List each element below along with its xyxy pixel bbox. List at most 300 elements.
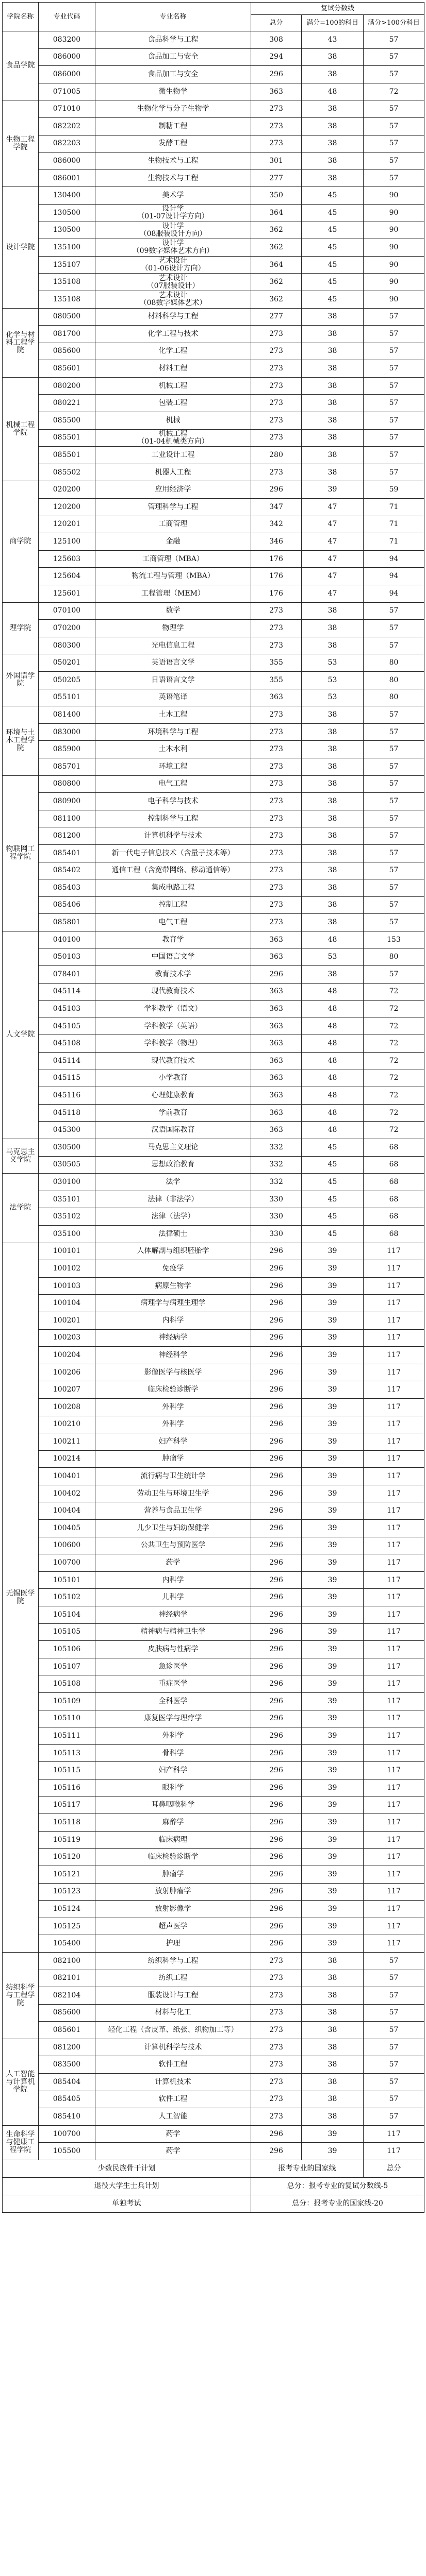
score-150-cell: 117 (364, 1727, 424, 1745)
major-name-cell: 金融 (95, 533, 251, 551)
table-row (3, 1762, 424, 1780)
table-row (3, 775, 424, 793)
score-150-cell: 117 (364, 1779, 424, 1797)
table-row (3, 1831, 424, 1849)
score-150-cell: 57 (364, 2022, 424, 2039)
total-score-cell: 363 (251, 83, 302, 100)
table-row (3, 1693, 424, 1710)
score-100-cell: 38 (302, 879, 364, 897)
score-100-cell: 39 (302, 1710, 364, 1727)
table-row (3, 671, 424, 689)
total-score-cell: 273 (251, 844, 302, 862)
major-code-cell: 105121 (39, 1866, 95, 1883)
total-score-cell: 273 (251, 879, 302, 897)
major-code-cell: 086000 (39, 48, 95, 66)
table-row (3, 879, 424, 897)
score-150-cell: 57 (364, 896, 424, 914)
score-100-cell: 39 (302, 1485, 364, 1502)
table-row (3, 1122, 424, 1139)
major-code-cell: 083500 (39, 2056, 95, 2074)
total-score-cell: 277 (251, 308, 302, 326)
major-code-cell: 040100 (39, 931, 95, 948)
college-name-cell: 生物工程学院 (3, 100, 39, 187)
score-100-cell: 38 (302, 620, 364, 637)
score-150-cell: 57 (364, 723, 424, 741)
score-150-cell: 57 (364, 2108, 424, 2126)
total-score-cell: 363 (251, 689, 302, 706)
major-name-cell: 神经病学 (95, 1606, 251, 1624)
score-100-cell: 38 (302, 706, 364, 724)
table-row (3, 948, 424, 966)
score-100-cell: 38 (302, 117, 364, 135)
header-college: 学院名称 (3, 3, 39, 31)
major-code-cell: 070100 (39, 602, 95, 620)
table-row (3, 966, 424, 984)
score-100-cell: 45 (302, 274, 364, 291)
score-100-cell: 38 (302, 758, 364, 775)
major-code-cell: 105110 (39, 1710, 95, 1727)
table-row (3, 447, 424, 464)
score-100-cell: 53 (302, 654, 364, 672)
major-name-cell: 通信工程（含宽带网络、移动通信等） (95, 862, 251, 879)
score-150-cell: 57 (364, 2074, 424, 2091)
major-name-cell: 内科学 (95, 1571, 251, 1589)
major-name-cell: 影像医学与核医学 (95, 1364, 251, 1381)
score-150-cell: 57 (364, 447, 424, 464)
major-code-cell: 078401 (39, 966, 95, 984)
major-name-cell: 劳动卫生与环境卫生学 (95, 1485, 251, 1502)
table-row (3, 862, 424, 879)
score-100-cell: 39 (302, 1918, 364, 1935)
table-row (3, 1849, 424, 1866)
table-row (3, 741, 424, 758)
score-100-cell: 38 (302, 152, 364, 170)
score-100-cell: 47 (302, 516, 364, 533)
major-code-cell: 085501 (39, 429, 95, 447)
score-150-cell: 90 (364, 187, 424, 205)
score-100-cell: 38 (302, 1952, 364, 1970)
total-score-cell: 273 (251, 377, 302, 395)
major-code-cell: 081700 (39, 326, 95, 343)
major-name-cell: 食品科学与工程 (95, 31, 251, 49)
major-code-cell: 082104 (39, 1987, 95, 2005)
major-name-cell: 肿瘤学 (95, 1866, 251, 1883)
score-100-cell: 48 (302, 983, 364, 1001)
major-code-cell: 030100 (39, 1174, 95, 1191)
score-100-cell: 38 (302, 2004, 364, 2022)
score-150-cell: 57 (364, 1952, 424, 1970)
major-code-cell: 105106 (39, 1641, 95, 1658)
score-150-cell: 71 (364, 499, 424, 516)
score-100-cell: 39 (302, 1935, 364, 1953)
table-row (3, 2056, 424, 2074)
score-100-cell: 48 (302, 1122, 364, 1139)
major-code-cell: 120200 (39, 499, 95, 516)
total-score-cell: 273 (251, 706, 302, 724)
total-score-cell: 273 (251, 135, 302, 152)
score-150-cell: 117 (364, 2143, 424, 2160)
score-150-cell: 57 (364, 966, 424, 984)
major-name-cell: 法学 (95, 1174, 251, 1191)
major-code-cell: 085405 (39, 2091, 95, 2108)
major-code-cell: 080900 (39, 793, 95, 810)
score-100-cell: 38 (302, 1987, 364, 2005)
table-body (3, 31, 424, 2213)
score-100-cell: 38 (302, 377, 364, 395)
table-row (3, 1139, 424, 1157)
table-row (3, 1641, 424, 1658)
table-row (3, 1606, 424, 1624)
total-score-cell: 273 (251, 100, 302, 118)
major-name-cell: 物理学 (95, 620, 251, 637)
score-150-cell: 90 (364, 239, 424, 257)
score-150-cell: 57 (364, 377, 424, 395)
college-name-cell: 纺织科学与工程学院 (3, 1952, 39, 2039)
score-100-cell: 39 (302, 1623, 364, 1641)
score-150-cell: 117 (364, 1693, 424, 1710)
major-name-cell: 纺织科学与工程 (95, 1952, 251, 1970)
major-name-cell: 妇产科学 (95, 1762, 251, 1780)
score-150-cell: 90 (364, 222, 424, 239)
score-100-cell: 39 (302, 1589, 364, 1606)
major-code-cell: 100101 (39, 1243, 95, 1260)
major-code-cell: 085601 (39, 360, 95, 378)
major-code-cell: 105120 (39, 1849, 95, 1866)
score-100-cell: 39 (302, 1537, 364, 1554)
total-score-cell: 273 (251, 464, 302, 481)
total-score-cell: 273 (251, 2074, 302, 2091)
total-score-cell: 273 (251, 1987, 302, 2005)
major-name-cell: 材料工程 (95, 360, 251, 378)
major-code-cell: 082202 (39, 117, 95, 135)
major-code-cell: 100204 (39, 1347, 95, 1364)
total-score-cell: 296 (251, 1381, 302, 1399)
major-code-cell: 045114 (39, 1053, 95, 1070)
total-score-cell: 332 (251, 1174, 302, 1191)
total-score-cell: 273 (251, 637, 302, 654)
major-code-cell: 105102 (39, 1589, 95, 1606)
table-row (3, 637, 424, 654)
score-100-cell: 38 (302, 844, 364, 862)
table-row (3, 1416, 424, 1433)
major-code-cell: 100401 (39, 1468, 95, 1485)
score-100-cell: 38 (302, 360, 364, 378)
score-100-cell: 39 (302, 1347, 364, 1364)
score-100-cell: 38 (302, 896, 364, 914)
table-row (3, 2039, 424, 2056)
score-100-cell: 39 (302, 2125, 364, 2143)
table-row (3, 152, 424, 170)
major-name-cell: 材料科学与工程 (95, 308, 251, 326)
major-code-cell: 105109 (39, 1693, 95, 1710)
score-150-cell: 117 (364, 1537, 424, 1554)
score-100-cell: 39 (302, 1450, 364, 1468)
score-150-cell: 68 (364, 1139, 424, 1157)
score-150-cell: 57 (364, 464, 424, 481)
total-score-cell: 364 (251, 256, 302, 274)
score-100-cell: 38 (302, 395, 364, 412)
major-code-cell: 080800 (39, 775, 95, 793)
major-code-cell: 105108 (39, 1675, 95, 1693)
major-code-cell: 105117 (39, 1797, 95, 1814)
major-code-cell: 125100 (39, 533, 95, 551)
total-score-cell: 296 (251, 1935, 302, 1953)
score-100-cell: 39 (302, 1312, 364, 1329)
major-name-cell: 环境科学与工程 (95, 723, 251, 741)
major-name-cell: 人体解剖与组织胚胎学 (95, 1243, 251, 1260)
total-score-cell: 296 (251, 1416, 302, 1433)
total-score-cell: 296 (251, 1329, 302, 1347)
table-row (3, 1814, 424, 1832)
score-150-cell: 57 (364, 775, 424, 793)
major-name-cell: 现代教育技术 (95, 1053, 251, 1070)
major-code-cell: 100201 (39, 1312, 95, 1329)
total-score-cell: 363 (251, 931, 302, 948)
score-table (2, 2, 424, 2213)
college-name-cell: 人文学院 (3, 931, 39, 1139)
major-name-cell: 数学 (95, 602, 251, 620)
score-150-cell: 57 (364, 31, 424, 49)
score-150-cell: 117 (364, 1260, 424, 1278)
score-100-cell: 47 (302, 533, 364, 551)
score-150-cell: 117 (364, 1277, 424, 1295)
major-code-cell: 071010 (39, 100, 95, 118)
major-name-cell: 重症医学 (95, 1675, 251, 1693)
total-score-cell: 296 (251, 1849, 302, 1866)
major-name-cell: 设计学 （08服装设计方向） (95, 222, 251, 239)
score-100-cell: 38 (302, 862, 364, 879)
total-score-cell: 362 (251, 222, 302, 239)
table-row (3, 983, 424, 1001)
major-code-cell: 100214 (39, 1450, 95, 1468)
table-row (3, 170, 424, 187)
major-code-cell: 125601 (39, 585, 95, 603)
table-row (3, 1191, 424, 1208)
score-150-cell: 57 (364, 1970, 424, 1987)
score-150-cell: 68 (364, 1191, 424, 1208)
major-name-cell: 外科学 (95, 1727, 251, 1745)
score-150-cell: 68 (364, 1208, 424, 1226)
score-150-cell: 57 (364, 135, 424, 152)
total-score-cell: 296 (251, 1901, 302, 1918)
table-row (3, 1260, 424, 1278)
major-name-cell: 生物技术与工程 (95, 170, 251, 187)
major-code-cell: 100203 (39, 1329, 95, 1347)
table-row (3, 896, 424, 914)
table-row (3, 516, 424, 533)
score-100-cell: 45 (302, 1225, 364, 1243)
score-150-cell: 117 (364, 1381, 424, 1399)
major-name-cell: 软件工程 (95, 2091, 251, 2108)
score-150-cell: 117 (364, 1797, 424, 1814)
table-row (3, 31, 424, 49)
major-code-cell: 135108 (39, 291, 95, 308)
total-score-cell: 296 (251, 1918, 302, 1935)
score-100-cell: 39 (302, 1520, 364, 1537)
major-code-cell: 105113 (39, 1744, 95, 1762)
major-code-cell: 085502 (39, 464, 95, 481)
major-name-cell: 眼科学 (95, 1779, 251, 1797)
total-score-cell: 273 (251, 827, 302, 845)
total-score-cell: 296 (251, 1468, 302, 1485)
score-100-cell: 39 (302, 1814, 364, 1832)
score-150-cell: 117 (364, 1831, 424, 1849)
major-name-cell: 小学教育 (95, 1070, 251, 1087)
score-150-cell: 57 (364, 2004, 424, 2022)
score-100-cell: 39 (302, 1797, 364, 1814)
total-score-cell: 273 (251, 914, 302, 931)
major-code-cell: 085600 (39, 343, 95, 360)
footer-s100-cell: 报考专业的国家线 (251, 2160, 364, 2178)
major-name-cell: 食品加工与安全 (95, 66, 251, 83)
table-row (3, 204, 424, 222)
total-score-cell: 273 (251, 2022, 302, 2039)
total-score-cell: 296 (251, 1485, 302, 1502)
major-code-cell: 035100 (39, 1225, 95, 1243)
major-code-cell: 045300 (39, 1122, 95, 1139)
score-150-cell: 72 (364, 1070, 424, 1087)
table-row (3, 620, 424, 637)
table-row (3, 66, 424, 83)
college-name-cell: 外国语学院 (3, 654, 39, 706)
table-row (3, 1225, 424, 1243)
major-name-cell: 食品加工与安全 (95, 48, 251, 66)
major-code-cell: 130500 (39, 222, 95, 239)
score-150-cell: 117 (364, 1589, 424, 1606)
table-row (3, 1918, 424, 1935)
major-name-cell: 机械 (95, 412, 251, 430)
score-100-cell: 38 (302, 308, 364, 326)
score-100-cell: 39 (302, 1744, 364, 1762)
total-score-cell: 296 (251, 1831, 302, 1849)
college-name-cell: 生命科学与健康工程学院 (3, 2125, 39, 2160)
college-name-cell: 物联网工程学院 (3, 775, 39, 931)
score-100-cell: 45 (302, 1191, 364, 1208)
score-150-cell: 68 (364, 1174, 424, 1191)
table-row (3, 1277, 424, 1295)
table-row (3, 827, 424, 845)
major-name-cell: 机械工程 （01-04机械类方向） (95, 429, 251, 447)
score-100-cell: 38 (302, 100, 364, 118)
score-150-cell: 117 (364, 1502, 424, 1520)
major-name-cell: 现代教育技术 (95, 983, 251, 1001)
score-150-cell: 94 (364, 568, 424, 585)
table-row (3, 1018, 424, 1035)
table-row (3, 308, 424, 326)
major-name-cell: 制糖工程 (95, 117, 251, 135)
score-150-cell: 117 (364, 1606, 424, 1624)
score-100-cell: 38 (302, 2091, 364, 2108)
major-name-cell: 病原生物学 (95, 1277, 251, 1295)
score-150-cell: 72 (364, 1001, 424, 1018)
header-major: 专业名称 (95, 3, 251, 31)
score-150-cell: 72 (364, 1104, 424, 1122)
table-row (3, 464, 424, 481)
table-row (3, 706, 424, 724)
total-score-cell: 350 (251, 187, 302, 205)
total-score-cell: 294 (251, 48, 302, 66)
total-score-cell: 273 (251, 775, 302, 793)
table-row (3, 1901, 424, 1918)
major-code-cell: 130400 (39, 187, 95, 205)
major-name-cell: 病理学与病理生理学 (95, 1295, 251, 1312)
table-row (3, 1797, 424, 1814)
score-100-cell: 38 (302, 827, 364, 845)
header-total: 总分 (251, 15, 302, 31)
major-code-cell: 100102 (39, 1260, 95, 1278)
total-score-cell: 296 (251, 1312, 302, 1329)
score-150-cell: 117 (364, 1450, 424, 1468)
major-name-cell: 法律硕士 (95, 1225, 251, 1243)
total-score-cell: 363 (251, 1035, 302, 1053)
major-code-cell: 105104 (39, 1606, 95, 1624)
major-code-cell: 100206 (39, 1364, 95, 1381)
total-score-cell: 363 (251, 1001, 302, 1018)
major-name-cell: 纺织工程 (95, 1970, 251, 1987)
college-name-cell: 理学院 (3, 602, 39, 654)
score-150-cell: 57 (364, 2091, 424, 2108)
score-150-cell: 57 (364, 827, 424, 845)
table-row (3, 1035, 424, 1053)
total-score-cell: 363 (251, 1104, 302, 1122)
major-code-cell: 085701 (39, 758, 95, 775)
total-score-cell: 296 (251, 966, 302, 984)
score-100-cell: 39 (302, 1243, 364, 1260)
score-100-cell: 45 (302, 1139, 364, 1157)
score-100-cell: 45 (302, 222, 364, 239)
total-score-cell: 347 (251, 499, 302, 516)
major-code-cell: 105111 (39, 1727, 95, 1745)
score-150-cell: 57 (364, 1987, 424, 2005)
major-name-cell: 麻醉学 (95, 1814, 251, 1832)
score-100-cell: 39 (302, 1901, 364, 1918)
total-score-cell: 363 (251, 1122, 302, 1139)
score-100-cell: 38 (302, 741, 364, 758)
total-score-cell: 273 (251, 862, 302, 879)
score-150-cell: 57 (364, 2039, 424, 2056)
score-100-cell: 45 (302, 1174, 364, 1191)
major-name-cell: 管理科学与工程 (95, 499, 251, 516)
table-row (3, 239, 424, 257)
total-score-cell: 273 (251, 620, 302, 637)
major-code-cell: 105124 (39, 1901, 95, 1918)
table-row (3, 1243, 424, 1260)
major-code-cell: 082203 (39, 135, 95, 152)
table-row (3, 187, 424, 205)
total-score-cell: 296 (251, 1814, 302, 1832)
major-code-cell: 050201 (39, 654, 95, 672)
major-name-cell: 新一代电子信息技术（含量子技术等） (95, 844, 251, 862)
score-150-cell: 117 (364, 1416, 424, 1433)
major-name-cell: 护理 (95, 1935, 251, 1953)
score-150-cell: 117 (364, 1849, 424, 1866)
major-code-cell: 070200 (39, 620, 95, 637)
table-row (3, 100, 424, 118)
total-score-cell: 176 (251, 568, 302, 585)
major-name-cell: 耳鼻咽喉科学 (95, 1797, 251, 1814)
header-s150: 满分>100分科目 (364, 15, 424, 31)
total-score-cell: 296 (251, 1260, 302, 1278)
total-score-cell: 330 (251, 1225, 302, 1243)
major-name-cell: 机械工程 (95, 377, 251, 395)
major-name-cell: 学科教学（语文） (95, 1001, 251, 1018)
major-code-cell: 081100 (39, 810, 95, 827)
total-score-cell: 296 (251, 1744, 302, 1762)
total-score-cell: 296 (251, 1623, 302, 1641)
score-100-cell: 39 (302, 1675, 364, 1693)
score-150-cell: 71 (364, 516, 424, 533)
score-150-cell: 57 (364, 793, 424, 810)
